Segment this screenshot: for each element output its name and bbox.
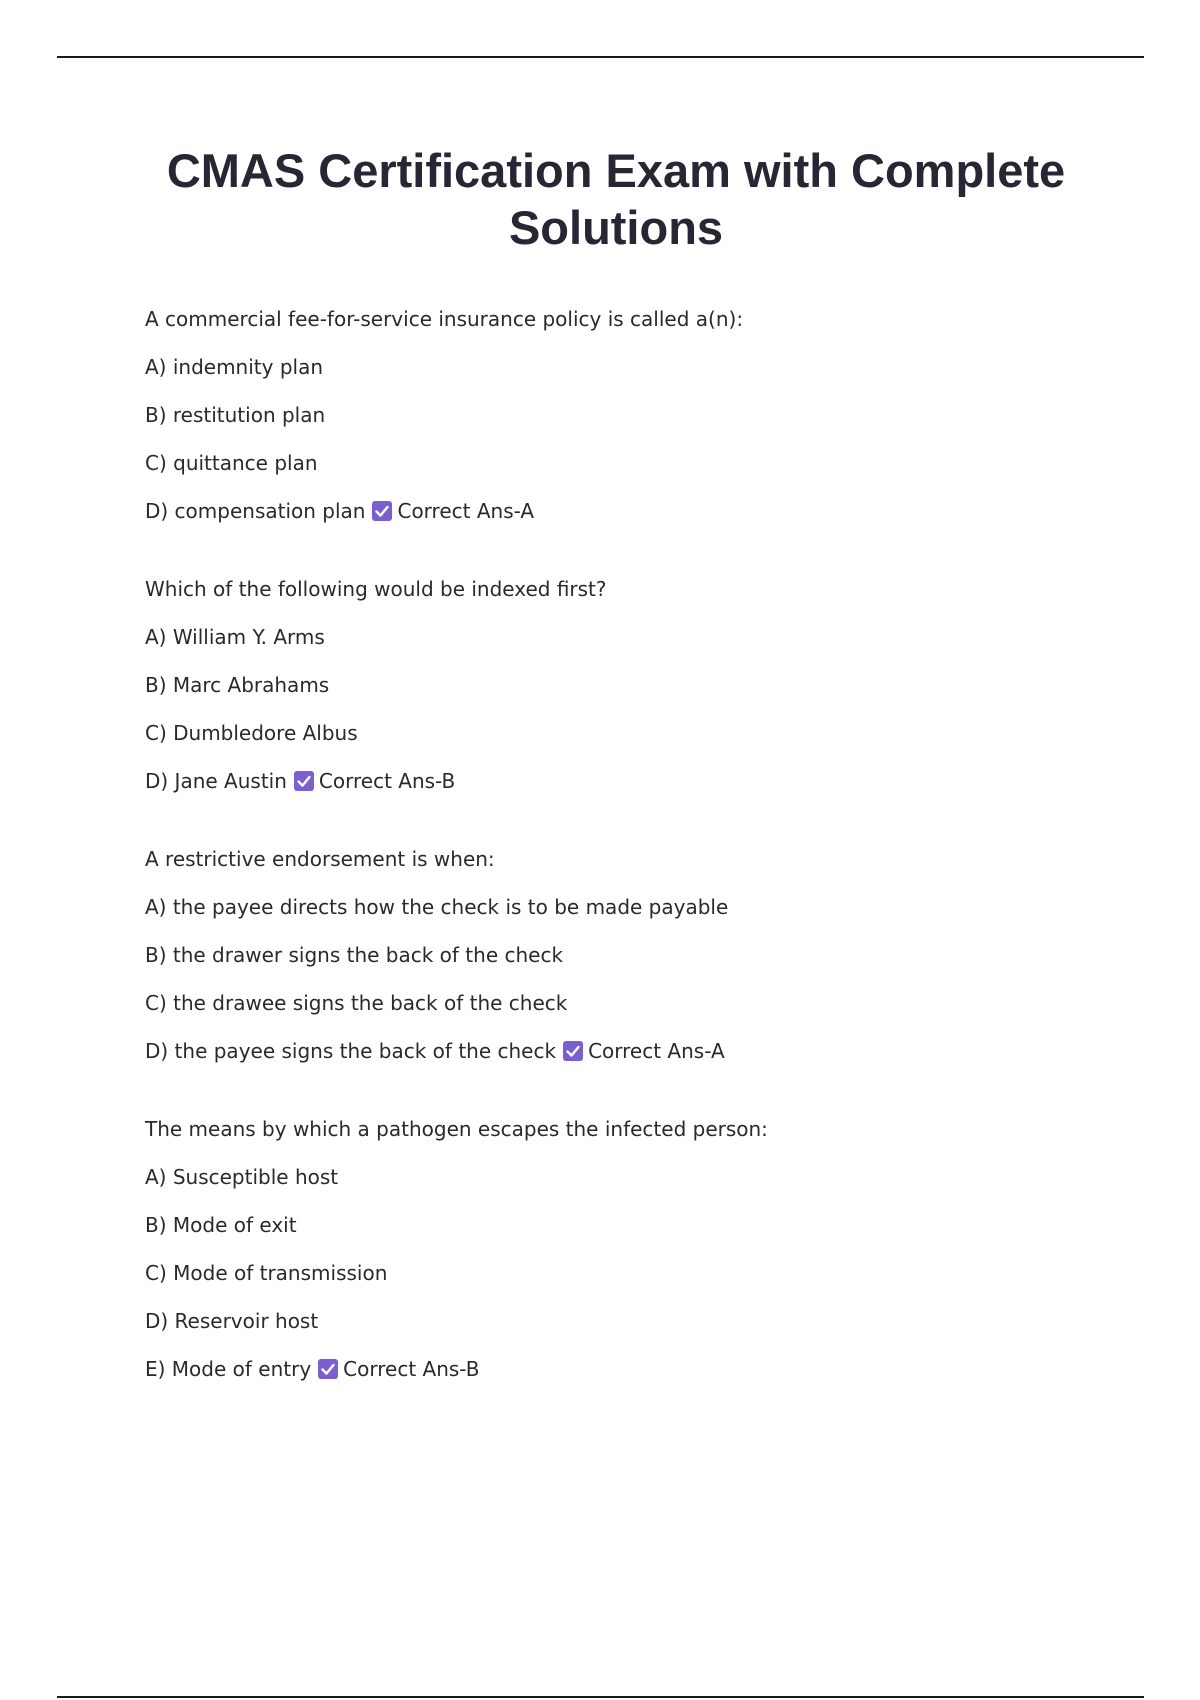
question-3 — [145, 846, 1105, 1064]
bottom-divider — [57, 1696, 1144, 1698]
option-with-answer — [145, 768, 1105, 794]
option: C) quittance plan — [145, 451, 318, 475]
document-title: CMAS Certification Exam with Complete Solutions — [166, 144, 1066, 254]
checkbox-checked-icon — [317, 1358, 339, 1380]
option: D) Reservoir host — [145, 1309, 319, 1333]
option-with-answer — [145, 1356, 1105, 1382]
option: B) Mode of exit — [145, 1213, 297, 1237]
option-text: E) Mode of entry — [145, 1357, 312, 1381]
question-text: The means by which a pathogen escapes the infected person: — [145, 1117, 768, 1141]
option: B) the drawer signs the back of the check — [145, 943, 564, 967]
correct-answer: Correct Ans-B — [343, 1357, 480, 1381]
correct-answer: Correct Ans-A — [588, 1039, 725, 1063]
option: B) restitution plan — [145, 403, 326, 427]
question-text: A commercial fee-for-service insurance policy is called a(n): — [145, 307, 744, 331]
option: A) the payee directs how the check is to be made payable — [145, 895, 729, 919]
top-divider — [57, 56, 1144, 58]
option: A) indemnity plan — [145, 355, 324, 379]
option-with-answer — [145, 498, 1105, 524]
correct-answer: Correct Ans-A — [397, 499, 535, 523]
question-list — [145, 306, 1105, 1434]
question-4 — [145, 1116, 1105, 1382]
correct-answer: Correct Ans-B — [318, 769, 456, 793]
checkbox-checked-icon — [562, 1040, 584, 1062]
option: A) William Y. Arms — [145, 625, 325, 649]
question-text: A restrictive endorsement is when: — [145, 847, 495, 871]
question-text: Which of the following would be indexed first? — [145, 577, 607, 601]
checkbox-checked-icon — [371, 500, 393, 522]
option: C) the drawee signs the back of the check — [145, 991, 568, 1015]
option-text: D) the payee signs the back of the check — [145, 1039, 557, 1063]
checkbox-checked-icon — [293, 770, 315, 792]
option-with-answer — [145, 1038, 1105, 1064]
option-text: D) Jane Austin — [145, 769, 287, 793]
option-text: D) compensation plan — [145, 499, 366, 523]
option: A) Susceptible host — [145, 1165, 339, 1189]
option: B) Marc Abrahams — [145, 673, 330, 697]
option: C) Dumbledore Albus — [145, 721, 358, 745]
question-1 — [145, 306, 1105, 524]
option: C) Mode of transmission — [145, 1261, 388, 1285]
question-2 — [145, 576, 1105, 794]
